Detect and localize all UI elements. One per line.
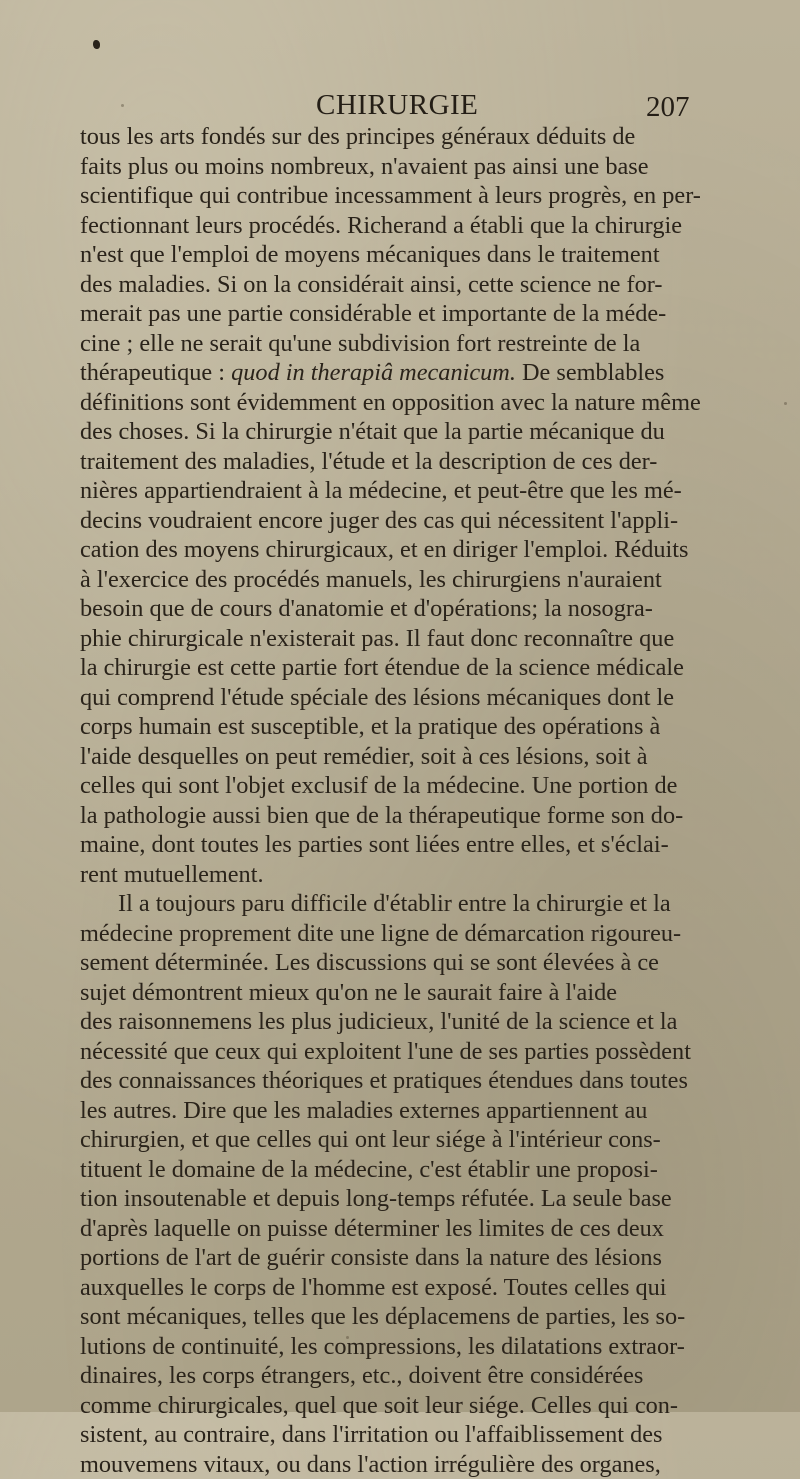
page-number: 207 [646, 90, 690, 124]
text-line: sistent, au contraire, dans l'irritation ou l'affaiblissement des [80, 1420, 740, 1450]
body-text [80, 122, 740, 1479]
text-line: phie chirurgicale n'existerait pas. Il faut donc reconnaître que [80, 624, 740, 654]
text-line: des maladies. Si on la considérait ainsi, cette science ne for- [80, 270, 740, 300]
text-line: tion insoutenable et depuis long-temps réfutée. La seule base [80, 1184, 740, 1214]
text-line: sement déterminée. Les discussions qui se sont élevées à ce [80, 948, 740, 978]
paper-speck [784, 402, 787, 405]
paragraph-start-line: Il a toujours paru difficile d'établir entre la chirurgie et la [80, 889, 740, 919]
text-line: des choses. Si la chirurgie n'était que la partie mécanique du [80, 417, 740, 447]
text-line: corps humain est susceptible, et la pratique des opérations à [80, 712, 740, 742]
text-line: dinaires, les corps étrangers, etc., doivent être considérées [80, 1361, 740, 1391]
text-line: comme chirurgicales, quel que soit leur siége. Celles qui con- [80, 1391, 740, 1421]
text-line: n'est que l'emploi de moyens mécaniques dans le traitement [80, 240, 740, 270]
text-line: tous les arts fondés sur des principes généraux déduits de [80, 122, 740, 152]
text-line: lutions de continuité, les compressions, les dilatations extraor- [80, 1332, 740, 1362]
text-line: l'aide desquelles on peut remédier, soit à ces lésions, soit à [80, 742, 740, 772]
text-line-with-italic [80, 358, 740, 388]
text-line: chirurgien, et que celles qui ont leur siége à l'intérieur cons- [80, 1125, 740, 1155]
text-line: scientifique qui contribue incessamment à leurs progrès, en per- [80, 181, 740, 211]
text-line: définitions sont évidemment en opposition avec la nature même [80, 388, 740, 418]
text-line: qui comprend l'étude spéciale des lésions mécaniques dont le [80, 683, 740, 713]
text-line: la chirurgie est cette partie fort étendue de la science médicale [80, 653, 740, 683]
text-line: besoin que de cours d'anatomie et d'opérations; la nosogra- [80, 594, 740, 624]
text-line: la pathologie aussi bien que de la thérapeutique forme son do- [80, 801, 740, 831]
text-line: decins voudraient encore juger des cas qui nécessitent l'appli- [80, 506, 740, 536]
text-line: cine ; elle ne serait qu'une subdivision fort restreinte de la [80, 329, 740, 359]
text-line: auxquelles le corps de l'homme est exposé. Toutes celles qui [80, 1273, 740, 1303]
paper-speck [121, 104, 124, 107]
text-line: celles qui sont l'objet exclusif de la médecine. Une portion de [80, 771, 740, 801]
paper-speck [346, 1336, 349, 1339]
text-line: d'après laquelle on puisse déterminer les limites de ces deux [80, 1214, 740, 1244]
text-line: nécessité que ceux qui exploitent l'une de ses parties possèdent [80, 1037, 740, 1067]
text-line: des connaissances théoriques et pratiques étendues dans toutes [80, 1066, 740, 1096]
text-line: maine, dont toutes les parties sont liées entre elles, et s'éclai- [80, 830, 740, 860]
text-line: fectionnant leurs procédés. Richerand a établi que la chirurgie [80, 211, 740, 241]
text-line: médecine proprement dite une ligne de démarcation rigoureu- [80, 919, 740, 949]
text-line: les autres. Dire que les maladies externes appartiennent au [80, 1096, 740, 1126]
text-line: nières appartiendraient à la médecine, et peut-être que les mé- [80, 476, 740, 506]
text-line: sont mécaniques, telles que les déplacemens de parties, les so- [80, 1302, 740, 1332]
text-line: merait pas une partie considérable et importante de la méde- [80, 299, 740, 329]
text-line: mouvemens vitaux, ou dans l'action irrégulière des organes, [80, 1450, 740, 1479]
text-line: à l'exercice des procédés manuels, les chirurgiens n'auraient [80, 565, 740, 595]
text-line: sujet démontrent mieux qu'on ne le saurait faire à l'aide [80, 978, 740, 1008]
text-line: traitement des maladies, l'étude et la description de ces der- [80, 447, 740, 477]
latin-phrase: quod in therapiâ mecanicum. [231, 359, 516, 386]
text-line: des raisonnemens les plus judicieux, l'unité de la science et la [80, 1007, 740, 1037]
text-line: cation des moyens chirurgicaux, et en diriger l'emploi. Réduits [80, 535, 740, 565]
ink-mark [93, 40, 100, 49]
text-line: rent mutuellement. [80, 860, 740, 890]
text-line: faits plus ou moins nombreux, n'avaient pas ainsi une base [80, 152, 740, 182]
text-line: portions de l'art de guérir consiste dans la nature des lésions [80, 1243, 740, 1273]
text-segment: thérapeutique : [80, 359, 225, 386]
running-head: CHIRURGIE [316, 88, 478, 122]
text-line: tituent le domaine de la médecine, c'est établir une proposi- [80, 1155, 740, 1185]
text-segment: De semblables [516, 359, 664, 386]
